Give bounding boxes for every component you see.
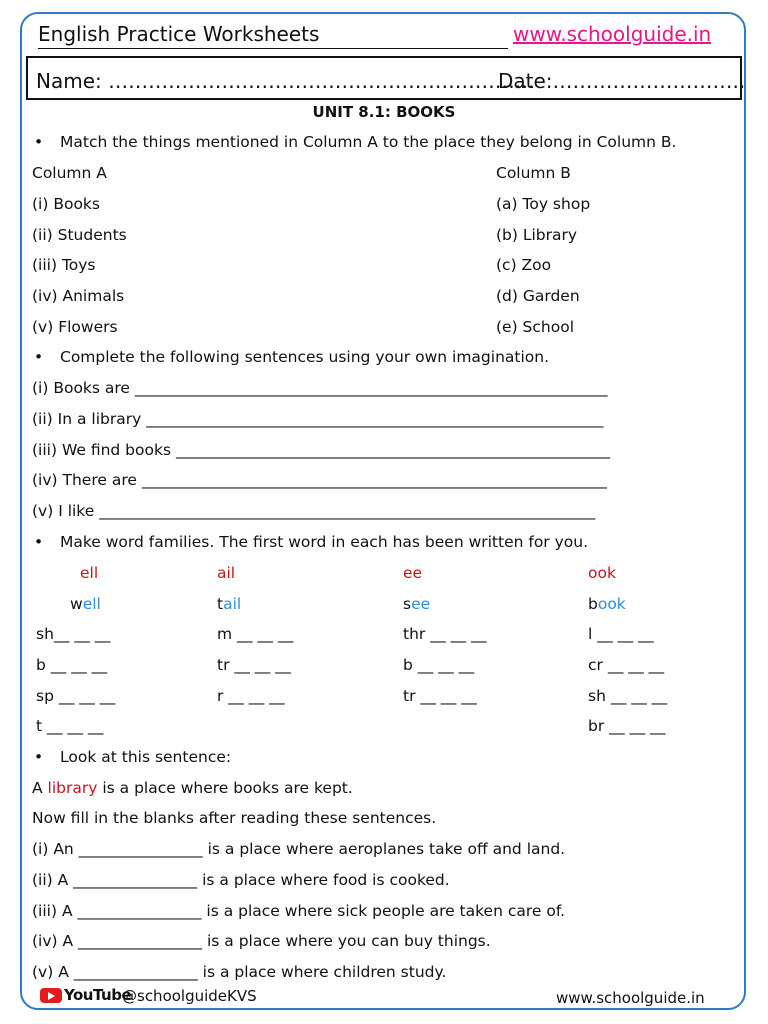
- example-prefix: t: [217, 595, 224, 613]
- word-family-ending: ee: [403, 564, 423, 582]
- word-family-blank[interactable]: cr __ __ __: [588, 656, 665, 674]
- title-underline: [38, 48, 508, 49]
- column-b-item: (d) Garden: [496, 287, 580, 305]
- word-family-blank[interactable]: b __ __ __: [36, 656, 108, 674]
- worksheet-title: English Practice Worksheets: [38, 22, 320, 46]
- sentence-completion-item[interactable]: (v) I like ________________________________________________________________: [32, 502, 596, 520]
- word-family-blank[interactable]: l __ __ __: [588, 625, 654, 643]
- column-b-item: (e) School: [496, 318, 575, 336]
- fill-blank-item[interactable]: (ii) A ________________ is a place where food is cooked.: [32, 871, 450, 889]
- youtube-icon[interactable]: [40, 988, 62, 1003]
- unit-title: UNIT 8.1: BOOKS: [312, 103, 456, 121]
- example-suffix: ail: [223, 595, 242, 613]
- name-field[interactable]: Name: ……………………………………………………….: [36, 69, 535, 93]
- column-a-item: (iii) Toys: [32, 256, 96, 274]
- sentence-completion-item[interactable]: (ii) In a library ___________________________________________________________: [32, 410, 604, 428]
- fill-blank-item[interactable]: (i) An ________________ is a place where aeroplanes take off and land.: [32, 840, 566, 858]
- column-a-item: (i) Books: [32, 195, 100, 213]
- word-family-blank[interactable]: sp __ __ __: [36, 687, 116, 705]
- youtube-handle[interactable]: @schoolguideKVS: [122, 987, 257, 1005]
- sentence-completion-item[interactable]: (iii) We find books ________________________________________________________: [32, 441, 610, 459]
- word-family-blank[interactable]: sh __ __ __: [588, 687, 668, 705]
- fill-blank-item[interactable]: (iii) A ________________ is a place where sick people are taken care of.: [32, 902, 566, 920]
- column-a-item: (v) Flowers: [32, 318, 118, 336]
- section1-instruction: Match the things mentioned in Column A to the place they belong in Column B.: [60, 133, 677, 151]
- word-family-example: [217, 595, 241, 613]
- word-family-blank[interactable]: t __ __ __: [36, 717, 104, 735]
- example-prefix: b: [588, 595, 598, 613]
- word-family-blank[interactable]: tr __ __ __: [217, 656, 291, 674]
- word-family-example: [403, 595, 430, 613]
- example-suffix: ell: [82, 595, 101, 613]
- word-family-blank[interactable]: r __ __ __: [217, 687, 285, 705]
- column-a-item: (ii) Students: [32, 226, 127, 244]
- bullet-icon: •: [34, 533, 44, 551]
- example-sentence: [32, 779, 353, 797]
- example-prefix: s: [403, 595, 412, 613]
- example-suffix: ook: [597, 595, 626, 613]
- example-suffix: ee: [411, 595, 431, 613]
- word-family-example: [70, 595, 101, 613]
- word-family-blank[interactable]: tr __ __ __: [403, 687, 477, 705]
- bullet-icon: •: [34, 348, 44, 366]
- word-family-ending: ook: [588, 564, 616, 582]
- fill-blank-item[interactable]: (iv) A ________________ is a place where you can buy things.: [32, 932, 491, 950]
- youtube-wordmark[interactable]: YouTube: [64, 986, 132, 1004]
- word-family-blank[interactable]: sh__ __ __: [36, 625, 111, 643]
- example-prefix: w: [70, 595, 83, 613]
- section4-instruction: Look at this sentence:: [60, 748, 232, 766]
- word-family-blank[interactable]: b __ __ __: [403, 656, 475, 674]
- word-family-blank[interactable]: m __ __ __: [217, 625, 294, 643]
- column-b-item: (b) Library: [496, 226, 578, 244]
- column-a-header: Column A: [32, 164, 107, 182]
- sentence-completion-item[interactable]: (iv) There are ____________________________________________________________: [32, 471, 607, 489]
- example-sentence-end: is a place where books are kept.: [97, 779, 353, 797]
- word-family-example: [588, 595, 626, 613]
- section3-instruction: Make word families. The first word in each has been written for you.: [60, 533, 589, 551]
- bullet-icon: •: [34, 133, 44, 151]
- bullet-icon: •: [34, 748, 44, 766]
- fill-blank-item[interactable]: (v) A ________________ is a place where children study.: [32, 963, 447, 981]
- column-b-item: (a) Toy shop: [496, 195, 591, 213]
- fill-instruction: Now fill in the blanks after reading these sentences.: [32, 809, 437, 827]
- word-family-blank[interactable]: br __ __ __: [588, 717, 666, 735]
- word-family-ending: ell: [80, 564, 99, 582]
- example-sentence-start: A: [32, 779, 48, 797]
- example-highlight-word: library: [47, 779, 98, 797]
- date-field[interactable]: Date:………………………..: [498, 69, 746, 93]
- site-link[interactable]: www.schoolguide.in: [513, 22, 712, 46]
- sentence-completion-item[interactable]: (i) Books are _____________________________________________________________: [32, 379, 608, 397]
- column-b-header: Column B: [496, 164, 571, 182]
- column-a-item: (iv) Animals: [32, 287, 125, 305]
- footer-site-link[interactable]: www.schoolguide.in: [556, 989, 705, 1007]
- section2-instruction: Complete the following sentences using your own imagination.: [60, 348, 550, 366]
- word-family-ending: ail: [217, 564, 236, 582]
- column-b-item: (c) Zoo: [496, 256, 552, 274]
- word-family-blank[interactable]: thr __ __ __: [403, 625, 487, 643]
